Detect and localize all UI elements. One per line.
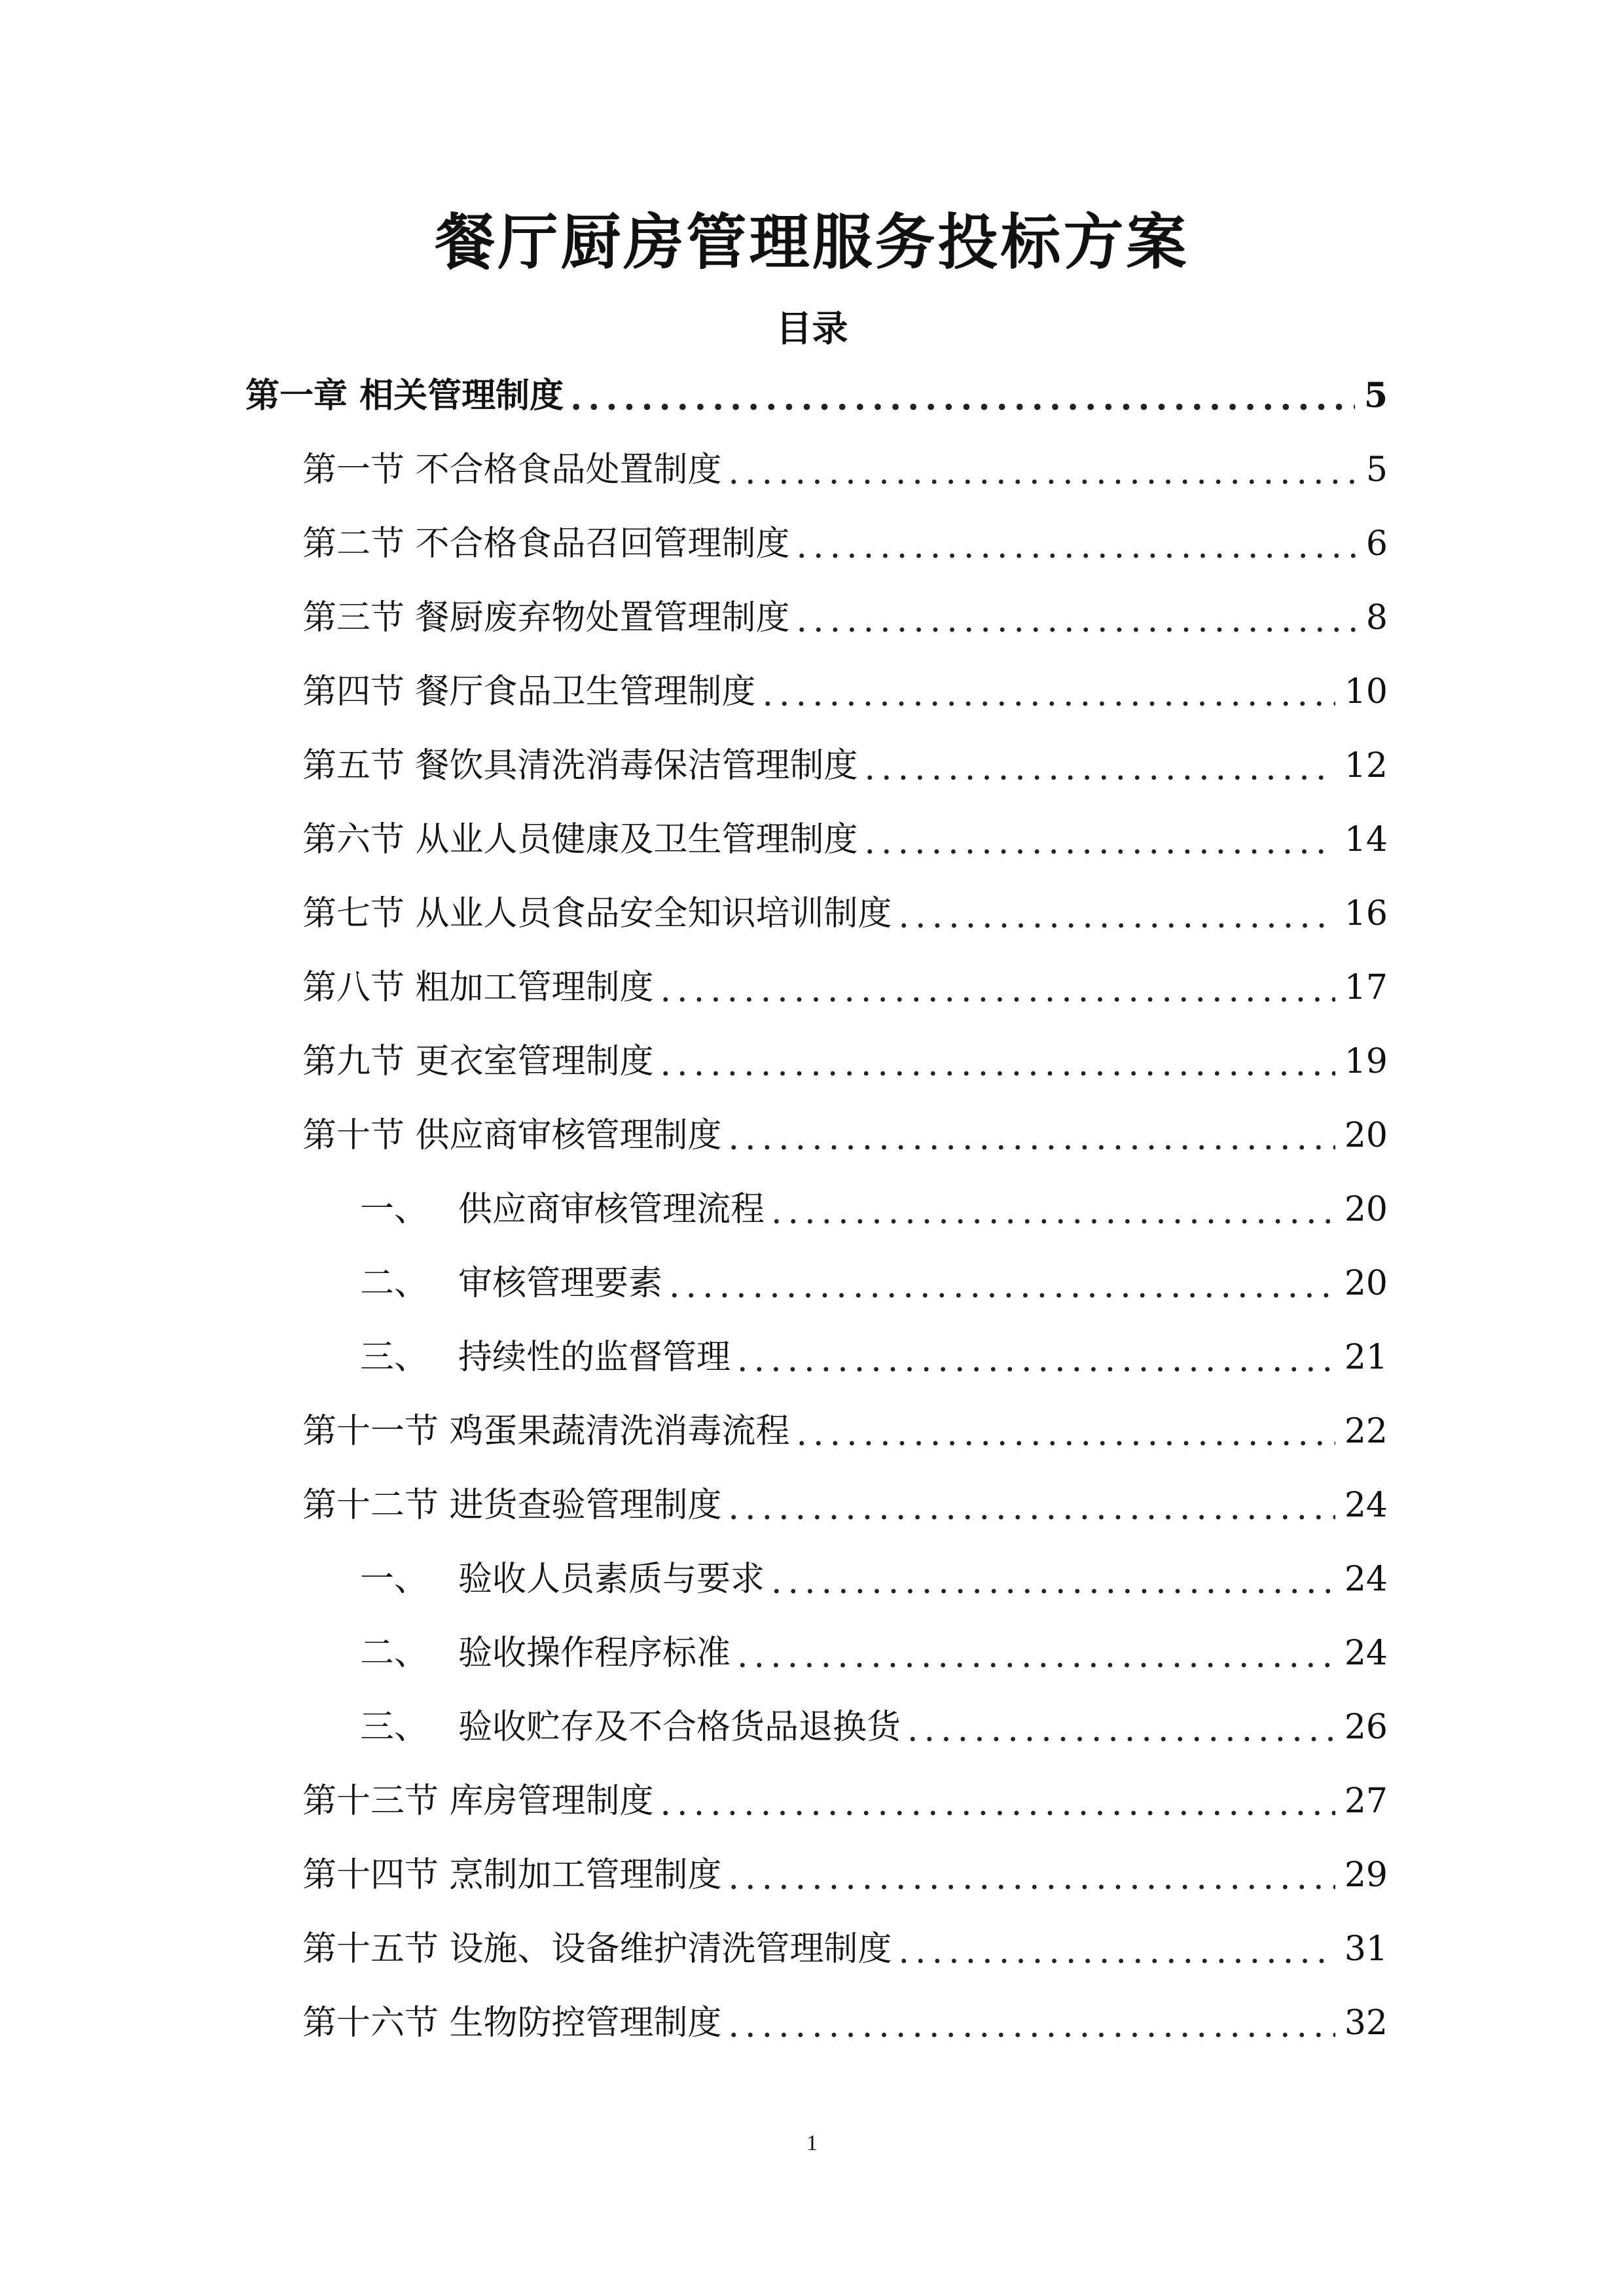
toc-entry-label: 第十六节 生物防控管理制度	[302, 2003, 722, 2043]
toc-entry-page: 29	[1344, 1856, 1388, 1895]
toc-entry-page: 6	[1365, 524, 1388, 564]
toc-entry-page: 26	[1344, 1708, 1388, 1747]
toc-dot-leader	[865, 742, 1335, 795]
toc-entry-label: 第六节 从业人员健康及卫生管理制度	[302, 820, 858, 859]
toc-entry-page: 20	[1344, 1264, 1388, 1303]
toc-entry-text: 验收操作程序标准	[458, 1634, 731, 1673]
toc-dot-leader	[729, 1482, 1335, 1534]
toc-dot-leader	[797, 1408, 1335, 1460]
toc-entry[interactable]	[360, 1553, 1388, 1605]
toc-dot-leader	[729, 2000, 1335, 2052]
toc-entry-label	[360, 1553, 771, 1605]
toc-dot-leader	[729, 1852, 1335, 1904]
toc-entry[interactable]	[302, 1849, 1388, 1901]
toc-dot-leader	[729, 446, 1357, 499]
toc-entry-number: 二、	[360, 1634, 429, 1673]
toc-entry-page: 24	[1344, 1634, 1388, 1673]
toc-entry-label: 第八节 粗加工管理制度	[302, 968, 654, 1007]
toc-entry-text: 审核管理要素	[458, 1264, 663, 1303]
toc-entry-page: 10	[1344, 672, 1388, 711]
toc-entry-label: 第十二节 进货查验管理制度	[302, 1486, 722, 1525]
toc-entry[interactable]	[302, 1923, 1388, 1975]
toc-entry[interactable]	[302, 1109, 1388, 1162]
toc-entry-page: 21	[1344, 1338, 1388, 1377]
toc-entry-label: 第十四节 烹制加工管理制度	[302, 1856, 722, 1895]
toc-dot-leader	[729, 1112, 1335, 1164]
toc-entry[interactable]	[302, 814, 1388, 866]
toc-entry-label	[360, 1627, 737, 1679]
toc-dot-leader	[797, 520, 1357, 573]
toc-dot-leader	[907, 1704, 1335, 1756]
toc-entry[interactable]	[302, 666, 1388, 718]
toc-entry-label: 第一章 相关管理制度	[245, 376, 564, 416]
toc-entry-number: 一、	[360, 1560, 429, 1599]
toc-entry-page: 22	[1344, 1412, 1388, 1451]
toc-entry[interactable]	[302, 1405, 1388, 1458]
toc-entry-page: 24	[1344, 1486, 1388, 1525]
toc-entry-page: 19	[1344, 1042, 1388, 1081]
toc-dot-leader	[899, 1926, 1335, 1978]
toc-entry-text: 供应商审核管理流程	[458, 1190, 765, 1229]
toc-entry[interactable]	[302, 1035, 1388, 1088]
toc-entry-page: 24	[1344, 1560, 1388, 1599]
toc-entry-label: 第五节 餐饮具清洗消毒保洁管理制度	[302, 746, 858, 785]
toc-entry[interactable]	[302, 592, 1388, 644]
toc-dot-leader	[737, 1334, 1335, 1386]
toc-entry[interactable]	[360, 1331, 1388, 1384]
toc-entry-text: 持续性的监督管理	[458, 1338, 731, 1377]
toc-entry-number: 一、	[360, 1190, 429, 1229]
toc-entry[interactable]	[302, 1775, 1388, 1827]
toc-entry-page: 20	[1344, 1116, 1388, 1155]
toc-dot-leader	[660, 1778, 1335, 1830]
document-title: 餐厅厨房管理服务投标方案	[435, 207, 1189, 278]
toc-entry-page: 32	[1344, 2003, 1388, 2043]
toc-entry-label: 第二节 不合格食品召回管理制度	[302, 524, 790, 564]
toc-entry[interactable]	[302, 1997, 1388, 2049]
toc-dot-leader	[737, 1630, 1335, 1682]
toc-dot-leader	[865, 816, 1335, 869]
toc-entry[interactable]	[302, 1479, 1388, 1532]
toc-entry-label	[360, 1257, 669, 1310]
toc-entry[interactable]	[245, 370, 1388, 422]
toc-entry[interactable]	[302, 888, 1388, 940]
toc-entry-number: 二、	[360, 1264, 429, 1303]
toc-dot-leader	[669, 1260, 1335, 1312]
toc-entry-text: 验收人员素质与要求	[458, 1560, 765, 1599]
toc-entry-page: 20	[1344, 1190, 1388, 1229]
toc-entry[interactable]	[302, 961, 1388, 1014]
toc-dot-leader	[660, 964, 1335, 1016]
toc-entry-label: 第三节 餐厨废弃物处置管理制度	[302, 598, 790, 637]
toc-entry[interactable]	[360, 1701, 1388, 1753]
toc-entry-label	[360, 1701, 907, 1753]
toc-entry-label: 第七节 从业人员食品安全知识培训制度	[302, 894, 892, 933]
toc-entry-text: 验收贮存及不合格货品退换货	[458, 1708, 901, 1747]
toc-entry[interactable]	[302, 518, 1388, 570]
page-number: 1	[806, 2131, 818, 2155]
toc-entry-label: 第十三节 库房管理制度	[302, 1782, 654, 1821]
toc-dot-leader	[899, 890, 1335, 942]
toc-dot-leader	[771, 1556, 1335, 1608]
table-of-contents	[0, 370, 1624, 2098]
toc-dot-leader	[763, 668, 1335, 721]
toc-dot-leader	[660, 1038, 1335, 1090]
toc-entry-number: 三、	[360, 1338, 429, 1377]
toc-entry-page: 12	[1344, 746, 1388, 785]
toc-dot-leader	[771, 1186, 1335, 1238]
toc-entry-page: 16	[1344, 894, 1388, 933]
toc-entry[interactable]	[360, 1257, 1388, 1310]
toc-dot-leader	[570, 372, 1355, 425]
toc-entry-page: 5	[1363, 376, 1388, 416]
toc-entry-label	[360, 1183, 771, 1236]
toc-entry-page: 8	[1365, 598, 1388, 637]
toc-dot-leader	[797, 594, 1357, 647]
toc-entry-label	[360, 1331, 737, 1384]
toc-entry-page: 14	[1344, 820, 1388, 859]
toc-entry-label: 第四节 餐厅食品卫生管理制度	[302, 672, 756, 711]
toc-entry-label: 第十节 供应商审核管理制度	[302, 1116, 722, 1155]
toc-entry-label: 第十一节 鸡蛋果蔬清洗消毒流程	[302, 1412, 790, 1451]
toc-entry-page: 31	[1344, 1929, 1388, 1969]
toc-entry-page: 17	[1344, 968, 1388, 1007]
toc-entry[interactable]	[360, 1183, 1388, 1236]
toc-entry-label: 第一节 不合格食品处置制度	[302, 450, 722, 490]
toc-entry-label: 第九节 更衣室管理制度	[302, 1042, 654, 1081]
toc-entry[interactable]	[302, 740, 1388, 792]
toc-entry-page: 5	[1365, 450, 1388, 490]
toc-entry-page: 27	[1344, 1782, 1388, 1821]
toc-entry[interactable]	[302, 444, 1388, 496]
toc-entry-number: 三、	[360, 1708, 429, 1747]
toc-entry[interactable]	[360, 1627, 1388, 1679]
toc-entry-label: 第十五节 设施、设备维护清洗管理制度	[302, 1929, 892, 1969]
toc-heading: 目录	[776, 307, 848, 350]
